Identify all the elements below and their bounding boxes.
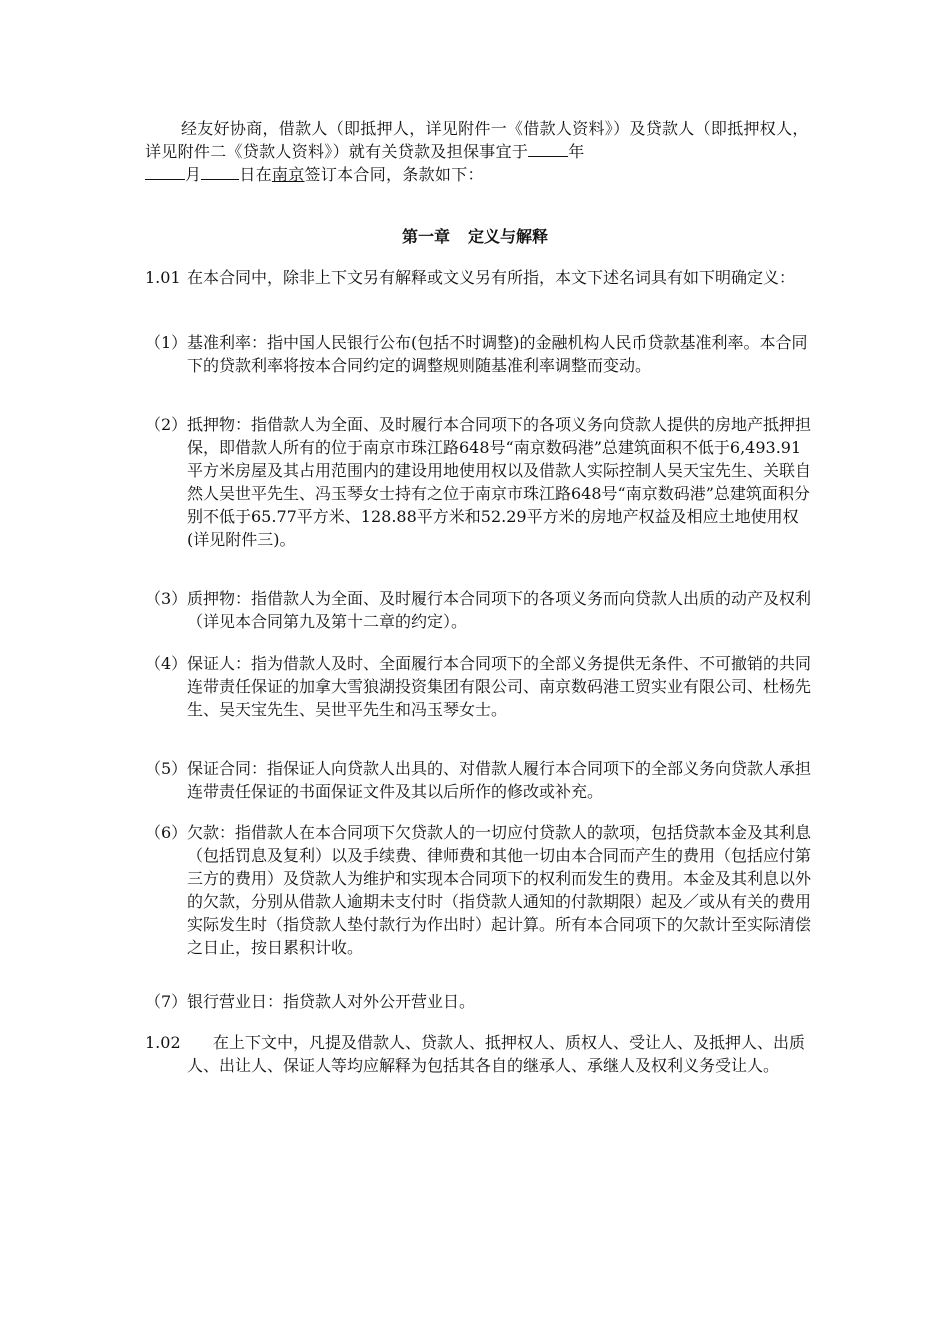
month-suffix: 月 (185, 165, 202, 184)
item-number: （7） (145, 992, 188, 1011)
item-number: （1） (145, 333, 188, 352)
definition-item-4 (145, 652, 813, 721)
item-text: 保证合同：指保证人向贷款人出具的、对借款人履行本合同项下的全部义务向贷款人承担连带责任保证的书面保证文件及其以后所作的修改或补充。 (187, 759, 812, 801)
definition-item-3 (145, 587, 813, 633)
intro-text-part1: 经友好协商，借款人（即抵押人，详见附件一《借款人资料》）及贷款人（即抵押权人，详见附件二《贷款人资料》）就有关贷款及担保事宜于 (145, 119, 809, 161)
clause-number: 1.01 (145, 268, 181, 287)
item-number: （4） (145, 654, 188, 673)
item-text: 银行营业日：指贷款人对外公开营业日。 (187, 992, 476, 1011)
year-suffix: 年 (568, 142, 585, 161)
clause-text: 在本合同中，除非上下文另有解释或文义另有所指，本文下述名词具有如下明确定义： (187, 268, 796, 287)
item-text: 欠款：指借款人在本合同项下欠贷款人的一切应付贷款人的款项，包括贷款本金及其利息（包括罚息及复利）以及手续费、律师费和其他一切由本合同而产生的费用（包括应付第三方的费用）及贷款人为维护和实现本合同项下的权利而发生的费用。本金及其利息以外的欠款，分别从借款人逾期未支付时（指贷款人通知的付款期限）起及／或从有关的费用实际发生时（指贷款人垫付款行为作出时）起计算。所有本合同项下的欠款计至实际清偿之日止，按日累积计收。 (187, 823, 812, 957)
definition-item-5 (145, 757, 813, 803)
definition-item-6 (145, 821, 813, 959)
item-number: （5） (145, 759, 188, 778)
chapter-heading (0, 226, 950, 248)
day-prefix: 日在 (239, 165, 272, 184)
item-text: 保证人：指为借款人及时、全面履行本合同项下的全部义务提供无条件、不可撤销的共同连带责任保证的加拿大雪狼湖投资集团有限公司、南京数码港工贸实业有限公司、杜杨先生、吴天宝先生、吴世平先生和冯玉琴女士。 (187, 654, 812, 719)
definition-item-2 (145, 413, 813, 551)
clause-number: 1.02 (145, 1033, 181, 1052)
intro-paragraph (145, 117, 813, 186)
day-blank (201, 163, 239, 180)
item-text: 基准利率：指中国人民银行公布(包括不时调整)的金融机构人民币贷款基准利率。本合同下的贷款利率将按本合同约定的调整规则随基准利率调整而变动。 (187, 333, 808, 375)
item-text: 质押物：指借款人为全面、及时履行本合同项下的各项义务而向贷款人出质的动产及权利（详见本合同第九及第十二章的约定）。 (187, 589, 812, 631)
chapter-title: 定义与解释 (468, 227, 549, 246)
item-text: 抵押物：指借款人为全面、及时履行本合同项下的各项义务向贷款人提供的房地产抵押担保，即借款人所有的位于南京市珠江路648号“南京数码港”总建筑面积不低于6,493.91平方米房屋及其占用范围内的建设用地使用权以及借款人实际控制人吴天宝先生、关联自然人吴世平先生、冯玉琴女士持有之位于南京市珠江路648号“南京数码港”总建筑面积分别不低于65.77平方米、128.88平方米和52.29平方米的房地产权益及相应土地使用权(详见附件三)。 (187, 415, 812, 549)
clause-text (187, 1031, 813, 1077)
month-blank (145, 163, 185, 180)
item-number: （6） (145, 823, 188, 842)
definition-item-1 (145, 331, 813, 377)
clause-1-01 (145, 266, 813, 289)
chapter-number: 第一章 (401, 227, 450, 246)
clause-text-content: 在上下文中，凡提及借款人、贷款人、抵押权人、质权人、受让人、及抵押人、出质人、出让人、保证人等均应解释为包括其各自的继承人、承继人及权利义务受让人。 (187, 1033, 806, 1075)
intro-text-part2: 签订本合同，条款如下： (304, 165, 484, 184)
year-blank (528, 140, 568, 157)
signing-city: 南京 (271, 165, 305, 184)
definition-item-7 (145, 990, 813, 1013)
item-number: （2） (145, 415, 188, 434)
clause-1-02 (145, 1031, 813, 1077)
item-number: （3） (145, 589, 188, 608)
